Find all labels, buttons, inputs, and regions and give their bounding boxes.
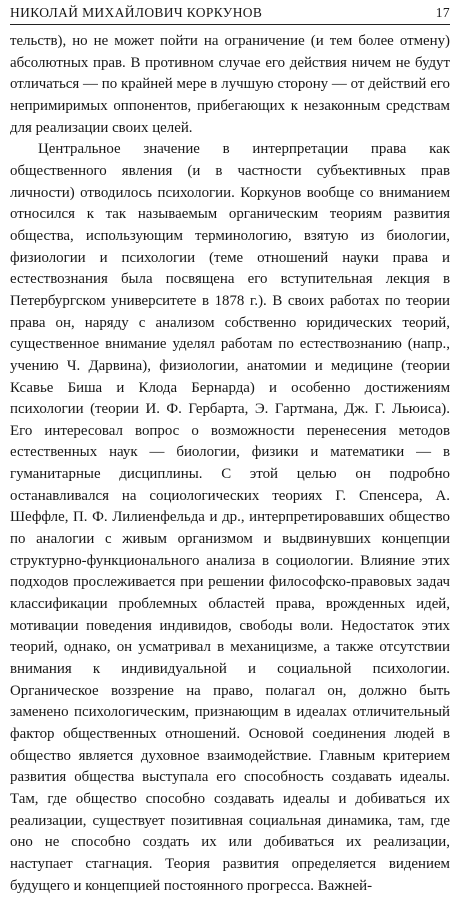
body-text [10,31,450,897]
running-title: НИКОЛАЙ МИХАЙЛОВИЧ КОРКУНОВ [10,5,263,20]
running-header [10,0,450,24]
paragraph: Центральное значение в интерпретации права как общественного явления (и в частности субъективных прав личности) отводилось психологии. Коркунов вообще со вниманием относился к так называемым органическим теориям развития общества, использующим терминологию, взятую из биологии, физиологии и психологии (теме отношений науки права и естествознания была посвящена его вступительная лекция в Петербургском университете в 1878 г.). В своих работах по теории права он, наряду с анализом собственно юридических теорий, существенное внимание уделял работам по естествознанию (напр., учению Ч. Дарвина), физиологии, анатомии и медицине (теории Ксавье Биша и Клода Бернарда) и особенно достижениям психологии (теории И. Ф. Гербарта, Э. Гартмана, Дж. Г. Льюиса). Его интересовал вопрос о возможности перенесения методов естественных наук — биологии, физики и математики — в гуманитарные дисциплины. С этой целью он подробно останавливался на социологических теориях Г. Спенсера, А. Шеффле, П. Ф. Лилиенфельда и др., интерпретировавших общество по аналогии с живым организмом и выдвинувших концепции структурно-функционального анализа в социологии. Влияние этих подходов прослеживается при решении философско-правовых задач классификации проблемных областей права, врожденных идей, мотивации поведения индивидов, свободы воли. Недостаток этих теорий, однако, он усматривал в механицизме, а также отсутствии внимания к индивидуальной и социальной психологии. Органическое воззрение на право, полагал он, должно быть заменено психологическим, признающим в идеалах отличительный фактор общественных отношений. Основой соединения людей в общество является духовное взаимодействие. Главным критерием развития общества выступала его способность создавать идеалы. Там, где общество способно создавать идеалы и добиваться их реализации, существует позитивная социальная динамика, там, где оно не способно создать их или добиваться их реализации, наступает стагнация. Теория развития определяется видением будущего и концепцией постоянного прогресса. Важней- [10,141,450,894]
header-rule [10,24,450,25]
paragraph-continued: тельств), но не может пойти на ограничение (и тем более отмену) абсолютных прав. В противном случае его действия ничем не будут отличаться — по крайней мере в лучшую сторону — от действий его непримиримых оппонентов, прибегающих к незаконным средствам для реализации своих целей. [10,33,450,136]
page-number: 17 [435,5,450,20]
